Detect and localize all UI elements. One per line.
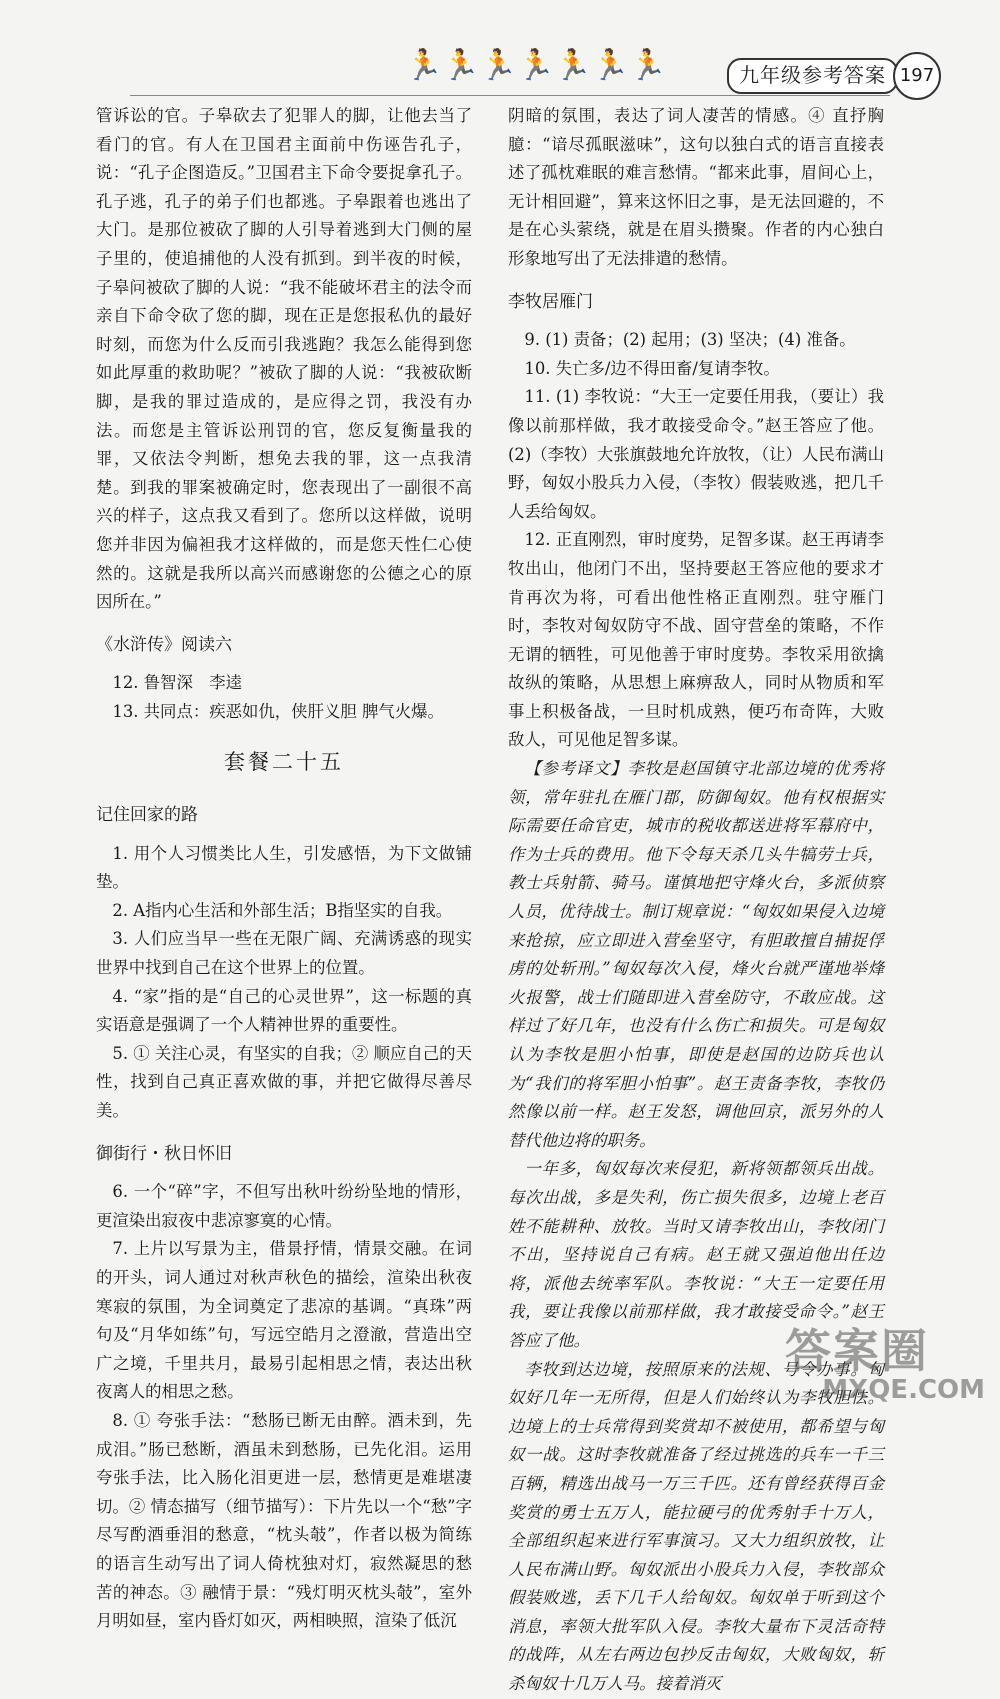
- answer-item: 9. (1) 责备；(2) 起用；(3) 坚决；(4) 准备。: [524, 330, 856, 350]
- reference-translation: 李牧到达边境，按照原来的法规、号令办事。匈奴好几年一无所得，但是人们始终认为李牧胆怯。边境上的士兵常得到奖赏却不被使用，都希望与匈奴一战。这时李牧就准备了经过挑选的兵车一千三百辆，精选出战马一万三千匹。还有曾经获得百金奖赏的勇士五万人，能拉硬弓的优秀射手十万人，全部组织起来进行军事演习。又大力组织放牧，让人民布满山野。匈奴派出小股兵力入侵，李牧部众假装败逃，丢下几千人给匈奴。匈奴单于听到这个消息，率领大批军队入侵。李牧大量布下灵活奇特的战阵，从左右两边包抄反击匈奴，大败匈奴，斩杀匈奴十几万人马。接着消灭: [508, 1359, 884, 1694]
- answer-item: 1. 用个人习惯类比人生，引发感悟，为下文做铺垫。: [96, 843, 472, 892]
- reference-translation: 一年多，匈奴每次来侵犯，新将领都领兵出战。每次出战，多是失利，伤亡损失很多，边境上老百姓不能耕种、放牧。当时又请李牧出山，李牧闭门不出，坚持说自己有病。赵王就又强迫他出任边将，派他去统率军队。李牧说：“大王一定要任用我，要让我像以前那样做，我才敢接受命令。”赵王答应了他。: [508, 1159, 884, 1350]
- watermark-logo: [785, 1315, 985, 1405]
- section-heading: 李牧居雁门: [508, 291, 593, 312]
- answer-item: 13. 共同点：疾恶如仇，侠肝义胆 脾气火爆。: [112, 701, 444, 721]
- answer-item: 5. ① 关注心灵，有坚实的自我；② 顺应自己的天性，找到自己真正喜欢做的事，并把它做得尽善尽美。: [96, 1043, 472, 1120]
- page-header: [0, 0, 1000, 100]
- section-heading: 记住回家的路: [96, 805, 198, 826]
- answer-item: 12. 鲁智深 李逵: [112, 673, 243, 693]
- answer-item: 8. ① 夸张手法：“愁肠已断无由醉。酒未到，先成泪。”肠已愁断，酒虽未到愁肠，已先化泪。运用夸张手法，比入肠化泪更进一层，愁情更是难堪凄切。② 情态描写（细节描写）：下片先以一个“愁”字尽写酌酒垂泪的愁意，“枕头攲”，作者以极为简练的语言生动写出了词人倚枕独对灯，寂然凝思的愁苦的神态。③ 融情于景：“残灯明灭枕头攲”，室外月明如昼，室内昏灯如灭，两相映照，渲染了低沉: [96, 1410, 472, 1631]
- answer-item: 3. 人们应当早一些在无限广阔、充满诱惑的现实世界中找到自己在这个世界上的位置。: [96, 929, 472, 978]
- page-number: 197: [893, 52, 941, 100]
- section-heading: 《水浒传》阅读六: [96, 634, 232, 655]
- watermark-url: MXQE.COM: [822, 1375, 985, 1405]
- header-rule: [130, 95, 890, 96]
- answer-item: 6. 一个“碎”字，不但写出秋叶纷纷坠地的情形，更渲染出寂夜中悲凉寥寞的心情。: [96, 1182, 472, 1230]
- translation-continued: 管诉讼的官。子皋砍去了犯罪人的脚，让他去当了看门的官。有人在卫国君主面前中伤诬告孔子，说：“孔子企图造反。”卫国君主下命令要捉拿孔子。孔子逃，孔子的弟子们也都逃。子皋跟着也逃出了大门。是那位被砍了脚的人引导着逃到大门侧的屋子里的，使追捕他的人没有抓到。到半夜的时候，子皋问被砍了脚的人说：“我不能破坏君主的法令而亲自下命令砍了您的脚，现在正是您报私仇的最好时刻，而您为什么反而引我逃跑？我怎么能得到您如此厚重的救助呢？”被砍了脚的人说：“我被砍断脚，是我的罪过造成的，是应得之罚，我没有办法。而您是主管诉讼刑罚的官，您反复衡量我的罪，又依法令判断，想免去我的罪，这一点我清楚。到我的罪案被确定时，您表现出了一副很不高兴的样子，这点我又看到了。您所以这样做，说明您并非因为偏袒我才这样做的，而是您天性仁心使然的。这就是我所以高兴而感谢您的公德之心的原因所在。”: [96, 106, 472, 612]
- reference-translation: 【参考译文】李牧是赵国镇守北部边境的优秀将领，常年驻扎在雁门郡，防御匈奴。他有权根据实际需要任命官吏，城市的税收都送进将军幕府中，作为士兵的费用。他下令每天杀几头牛犒劳士兵，教士兵射箭、骑马。谨慎地把守烽火台，多派侦察人员，优待战士。制订规章说：“匈奴如果侵入边境来抢掠，应立即进入营垒坚守，有胆敢擅自捕捉俘虏的处斩刑。”匈奴每次入侵，烽火台就严谨地举烽火报警，战士们随即进入营垒防守，不敢应战。这样过了好几年，也没有什么伤亡和损失。可是匈奴认为李牧是胆小怕事，即使是赵国的边防兵也认为“我们的将军胆小怕事”。赵王责备李牧，李牧仍然像以前一样。赵王发怒，调他回京，派另外的人替代他边将的职务。: [508, 759, 884, 1150]
- section-banner: 九年级参考答案: [727, 58, 898, 94]
- answer-item: 2. A指内心生活和外部生活；B指坚实的自我。: [112, 900, 453, 920]
- answer-item: 4. “家”指的是“自己的心灵世界”，这一标题的真实语意是强调了一个人精神世界的重要性。: [96, 986, 472, 1035]
- answer-item: 11. (1) 李牧说：“大王一定要任用我，（要让）我像以前那样做，我才敢接受命令。”赵王答应了他。(2)（李牧）大张旗鼓地允许放牧，（让）人民布满山野，匈奴小股兵力入侵，（李牧）假装败逃，把几千人丢给匈奴。: [508, 387, 884, 521]
- watermark-text: 答案圈: [785, 1324, 929, 1378]
- left-column: [96, 102, 472, 1636]
- section-heading: 御街行・秋日怀旧: [96, 1143, 232, 1164]
- answer-item: 7. 上片以写景为主，借景抒情，情景交融。在词的开头，词人通过对秋声秋色的描绘，渲染出秋夜寒寂的氛围，为全词奠定了悲凉的基调。“真珠”两句及“月华如练”句，写远空皓月之澄澈，营造出空广之境，千里共月，最易引起相思之情，表达出秋夜离人的相思之愁。: [96, 1239, 472, 1402]
- runner-decoration-icon: 🏃🏃🏃🏃🏃🏃🏃: [405, 48, 667, 83]
- answer-continued: 阴暗的氛围，表达了词人凄苦的情感。④ 直抒胸臆：“谙尽孤眠滋味”，这句以独白式的语言直接表述了孤枕难眠的难言愁情。“都来此事，眉间心上，无计相回避”，算来这怀旧之事，是无法回避的，不是在心头萦绕，就是在眉头攒聚。作者的内心独白形象地写出了无法排遣的愁情。: [508, 106, 884, 268]
- right-column: [508, 102, 884, 1699]
- answer-item: 10. 失亡多/边不得田畜/复请李牧。: [524, 358, 780, 378]
- answer-item: 12. 正直刚烈，审时度势，足智多谋。赵王再请李牧出山，他闭门不出，坚持要赵王答应他的要求才肯再次为将，可看出他性格正直刚烈。驻守雁门时，李牧对匈奴防守不战、固守营垒的策略，不作无谓的牺牲，可见他善于审时度势。李牧采用欲擒故纵的策略，从思想上麻痹敌人，同时从物质和军事上积极备战，一旦时机成熟，便巧布奇阵，大败敌人，可见他足智多谋。: [508, 530, 884, 750]
- set-title: 套餐二十五: [224, 750, 344, 775]
